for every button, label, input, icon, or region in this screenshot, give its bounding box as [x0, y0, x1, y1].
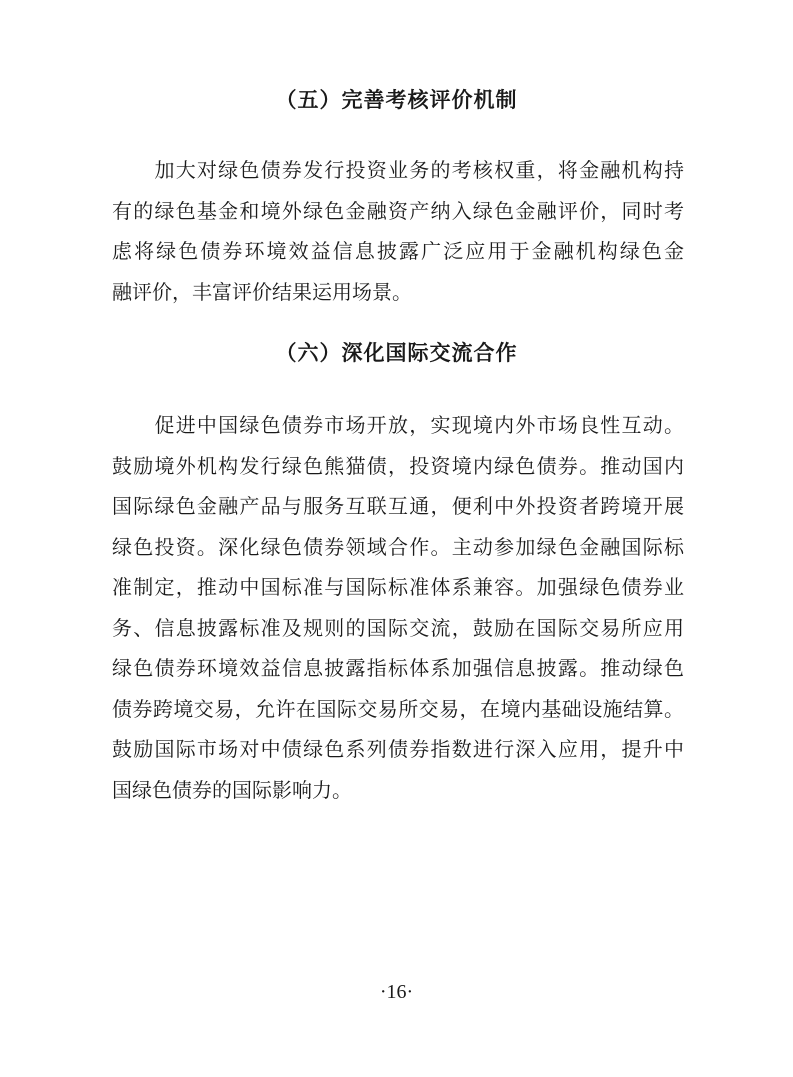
text-line: 鼓励国际市场对中债绿色系列债券指数进行深入应用，提升中	[112, 737, 684, 761]
text-line: 国际绿色金融产品与服务互联互通，便利中外投资者跨境开展	[112, 494, 684, 518]
section-6-paragraph	[112, 405, 684, 810]
text-line: 虑将绿色债券环境效益信息披露广泛应用于金融机构绿色金	[112, 239, 684, 263]
text-line: 准制定，推动中国标准与国际标准体系兼容。加强绿色债券业	[112, 575, 684, 599]
text-line: 鼓励境外机构发行绿色熊猫债，投资境内绿色债券。推动国内	[112, 453, 684, 478]
section-5-heading: （五）完善考核评价机制	[275, 88, 518, 112]
page-number: ·16·	[379, 981, 414, 1003]
text-line: 融评价，丰富评价结果运用场景。	[112, 279, 412, 304]
text-line: 国绿色债券的国际影响力。	[112, 777, 352, 802]
section-5-paragraph	[112, 150, 684, 312]
text-line: 有的绿色基金和境外绿色金融资产纳入绿色金融评价，同时考	[112, 198, 684, 223]
text-line: 务、信息披露标准及规则的国际交流，鼓励在国际交易所应用	[112, 615, 684, 640]
section-6-heading: （六）深化国际交流合作	[275, 341, 518, 365]
text-line: 绿色投资。深化绿色债券领域合作。主动参加绿色金融国际标	[112, 534, 684, 559]
text-line: 债券跨境交易，允许在国际交易所交易，在境内基础设施结算。	[112, 696, 684, 721]
text-line: 绿色债券环境效益信息披露指标体系加强信息披露。推动绿色	[112, 656, 684, 680]
text-line: 加大对绿色债券发行投资业务的考核权重，将金融机构持	[112, 158, 684, 182]
text-line: 促进中国绿色债券市场开放，实现境内外市场良性互动。	[112, 413, 684, 437]
